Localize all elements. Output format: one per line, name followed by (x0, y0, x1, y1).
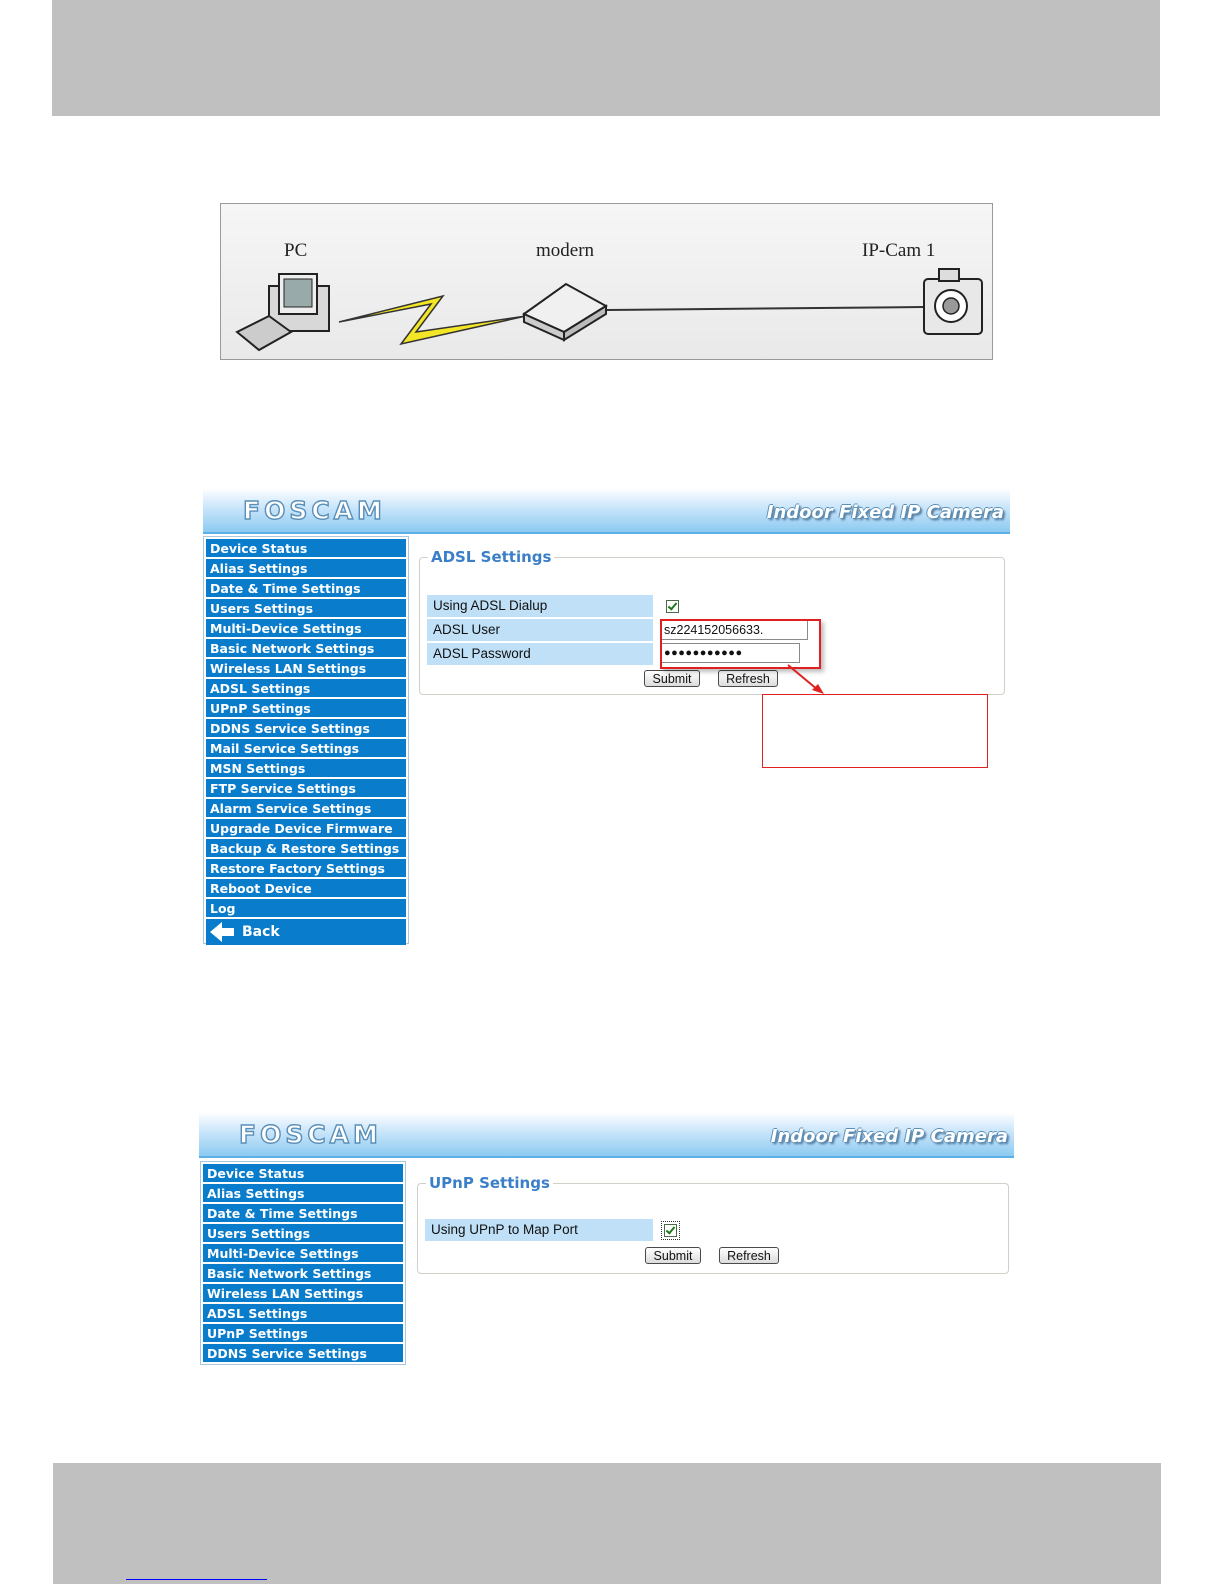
footer-link[interactable] (126, 1579, 267, 1580)
page-header-band (52, 0, 1160, 116)
adsl-dialup-label: Using ADSL Dialup (427, 595, 653, 617)
menu-item[interactable]: ADSL Settings (206, 679, 406, 697)
adsl-user-label: ADSL User (427, 619, 653, 641)
modem-label: modern (536, 240, 595, 261)
menu-item[interactable]: DDNS Service Settings (203, 1344, 403, 1362)
menu-item[interactable]: Users Settings (203, 1224, 403, 1242)
adsl-submit-button[interactable]: Submit (644, 670, 700, 687)
adsl-password-label: ADSL Password (427, 643, 653, 665)
menu-item[interactable]: Multi-Device Settings (203, 1244, 403, 1262)
menu-item[interactable]: Multi-Device Settings (206, 619, 406, 637)
menu-item[interactable]: Alarm Service Settings (206, 799, 406, 817)
adsl-settings-title: ADSL Settings (431, 548, 552, 566)
diagram-drawing (221, 204, 992, 359)
menu-item[interactable]: Mail Service Settings (206, 739, 406, 757)
menu-item[interactable]: Users Settings (206, 599, 406, 617)
upnp-refresh-button[interactable]: Refresh (719, 1247, 779, 1264)
adsl-dialup-checkbox[interactable] (666, 600, 679, 613)
camera-model-title: Indoor Fixed IP Camera (766, 502, 1004, 523)
menu-item[interactable]: Basic Network Settings (206, 639, 406, 657)
menu-item[interactable]: MSN Settings (206, 759, 406, 777)
wireless-link-icon (339, 296, 526, 344)
menu-item[interactable]: Date & Time Settings (206, 579, 406, 597)
menu-item[interactable]: Device Status (203, 1164, 403, 1182)
camera-header (199, 1112, 1014, 1158)
upnp-map-port-checkbox[interactable] (664, 1224, 677, 1237)
foscam-logo: FOSCAM (243, 496, 386, 525)
menu-item[interactable]: Basic Network Settings (203, 1264, 403, 1282)
menu-item[interactable]: FTP Service Settings (206, 779, 406, 797)
annotation-note-box (762, 694, 988, 768)
camera-label: IP-Cam 1 (862, 240, 936, 261)
network-diagram (220, 203, 993, 360)
modem-icon (524, 284, 606, 340)
menu-item[interactable]: Device Status (206, 539, 406, 557)
menu-item[interactable]: Log (206, 899, 406, 917)
pc-label: PC (284, 240, 308, 261)
adsl-password-field[interactable]: ●●●●●●●●●●● (660, 643, 800, 663)
menu-item[interactable]: Upgrade Device Firmware (206, 819, 406, 837)
upnp-settings-screen (199, 1112, 1014, 1368)
menu-item[interactable]: Alias Settings (206, 559, 406, 577)
menu-item[interactable]: Wireless LAN Settings (203, 1284, 403, 1302)
menu-item[interactable]: ADSL Settings (203, 1304, 403, 1322)
adsl-refresh-button[interactable]: Refresh (718, 670, 778, 687)
settings-menu (203, 536, 409, 944)
camera-header (203, 488, 1010, 534)
camera-icon (924, 269, 982, 334)
back-label: Back (242, 924, 280, 940)
upnp-submit-button[interactable]: Submit (645, 1247, 701, 1264)
upnp-map-port-label: Using UPnP to Map Port (425, 1219, 653, 1241)
menu-item[interactable]: Restore Factory Settings (206, 859, 406, 877)
menu-item[interactable]: UPnP Settings (203, 1324, 403, 1342)
menu-item[interactable]: Wireless LAN Settings (206, 659, 406, 677)
menu-item[interactable]: Alias Settings (203, 1184, 403, 1202)
pc-icon (237, 274, 329, 350)
back-button[interactable] (206, 919, 406, 945)
menu-item[interactable]: Reboot Device (206, 879, 406, 897)
menu-item[interactable]: Date & Time Settings (203, 1204, 403, 1222)
adsl-user-field[interactable]: sz224152056633. (660, 620, 808, 640)
upnp-settings-title: UPnP Settings (429, 1174, 550, 1192)
menu-item[interactable]: UPnP Settings (206, 699, 406, 717)
menu-item[interactable]: DDNS Service Settings (206, 719, 406, 737)
settings-menu (200, 1161, 406, 1365)
back-arrow-icon (208, 921, 236, 943)
camera-model-title: Indoor Fixed IP Camera (770, 1126, 1008, 1147)
page-footer-band (53, 1463, 1161, 1584)
menu-item[interactable]: Backup & Restore Settings (206, 839, 406, 857)
foscam-logo: FOSCAM (239, 1120, 382, 1149)
